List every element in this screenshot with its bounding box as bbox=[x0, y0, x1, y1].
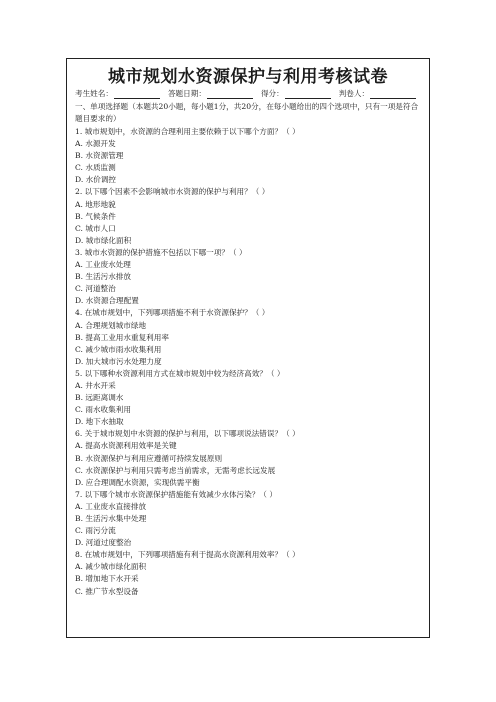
answer-option[interactable]: B. 提高工业用水重复利用率 bbox=[75, 332, 169, 342]
question-stem: 1. 城市规划中，水资源的合理利用主要依赖于以下哪个方面？（ ） bbox=[75, 127, 300, 136]
answer-option[interactable]: D. 地下水抽取 bbox=[75, 417, 124, 427]
question-stem: 3. 城市水资源的保护措施不包括以下哪一项？（ ） bbox=[75, 247, 247, 257]
question-5 bbox=[75, 368, 425, 428]
question-3 bbox=[75, 247, 425, 307]
answer-option[interactable]: B. 生活污水集中处理 bbox=[75, 514, 147, 523]
answer-option[interactable]: B. 增加地下水开采 bbox=[75, 574, 139, 584]
grader-label: 判卷人： bbox=[338, 89, 370, 98]
answer-option[interactable]: C. 推广节水型设备 bbox=[75, 586, 139, 596]
name-field bbox=[75, 88, 160, 99]
answer-option[interactable]: C. 雨污分流 bbox=[75, 526, 116, 536]
answer-option[interactable]: D. 水价调控 bbox=[75, 175, 117, 185]
answer-option[interactable]: C. 雨水收集利用 bbox=[75, 405, 131, 415]
answer-option[interactable]: A. 井水开采 bbox=[75, 380, 116, 390]
answer-option[interactable]: A. 地形地貌 bbox=[75, 199, 116, 209]
question-stem: 5. 以下哪种水资源利用方式在城市规划中较为经济高效？（ ） bbox=[75, 368, 285, 378]
date-blank[interactable] bbox=[207, 90, 253, 99]
answer-option[interactable]: B. 生活污水排放 bbox=[75, 272, 131, 282]
answer-option[interactable]: C. 水资源保护与利用只需考虑当前需求，无需考虑长远发展 bbox=[75, 465, 276, 475]
answer-option[interactable]: A. 提高水资源利用效率是关键 bbox=[75, 441, 177, 451]
answer-option[interactable]: D. 应合理调配水资源，实现供需平衡 bbox=[75, 477, 200, 487]
question-stem: 4. 在城市规划中，下列哪项措施不利于水资源保护？（ ） bbox=[75, 308, 270, 318]
date-field bbox=[168, 88, 253, 99]
answer-option[interactable]: A. 工业废水直接排放 bbox=[75, 501, 147, 511]
grader-blank[interactable] bbox=[370, 90, 416, 99]
question-8 bbox=[75, 549, 425, 597]
grader-field bbox=[339, 88, 416, 99]
question-list bbox=[75, 126, 425, 598]
question-stem: 6. 关于城市规划中水资源的保护与利用，以下哪项说法错误？（ ） bbox=[75, 429, 300, 439]
answer-option[interactable]: B. 远距离调水 bbox=[75, 393, 124, 403]
date-label: 答题日期： bbox=[167, 89, 206, 98]
answer-option[interactable]: A. 减少城市绿化面积 bbox=[75, 562, 147, 572]
answer-option[interactable]: C. 水质监测 bbox=[75, 163, 116, 173]
answer-option[interactable]: D. 水资源合理配置 bbox=[75, 296, 139, 306]
answer-option[interactable]: A. 工业废水处理 bbox=[75, 260, 131, 270]
question-7 bbox=[75, 489, 425, 549]
question-4 bbox=[75, 307, 425, 367]
question-stem: 2. 以下哪个因素不会影响城市水资源的保护与利用？（ ） bbox=[75, 187, 270, 197]
score-label: 得分： bbox=[260, 89, 284, 98]
answer-option[interactable]: D. 城市绿化面积 bbox=[75, 235, 132, 245]
section-heading: 一、单项选择题（本题共20小题，每小题1分，共20分，在每小题给出的四个选项中，只有一项是符合题目要求的） bbox=[75, 102, 419, 123]
answer-option[interactable]: A. 合理规划城市绿地 bbox=[75, 320, 147, 330]
question-stem: 8. 在城市规划中，下列哪项措施有利于提高水资源利用效率？（ ） bbox=[75, 550, 300, 560]
answer-option[interactable]: B. 水资源保护与利用应遵循可持续发展原则 bbox=[75, 453, 223, 463]
answer-option[interactable]: B. 水资源管理 bbox=[75, 151, 124, 161]
answer-option[interactable]: C. 城市人口 bbox=[75, 223, 116, 233]
question-1 bbox=[75, 126, 425, 186]
exam-title: 城市规划水资源保护与利用考核试卷 bbox=[108, 67, 388, 87]
name-blank[interactable] bbox=[114, 90, 160, 99]
question-stem: 7. 以下哪个城市水资源保护措施能有效减少水体污染？（ ） bbox=[75, 489, 277, 499]
candidate-info-row bbox=[75, 88, 427, 99]
answer-option[interactable]: B. 气候条件 bbox=[75, 211, 116, 221]
score-blank[interactable] bbox=[285, 90, 331, 99]
name-label: 考生姓名： bbox=[75, 89, 113, 98]
answer-option[interactable]: C. 河道整治 bbox=[75, 284, 116, 294]
answer-option[interactable]: D. 河道过度整治 bbox=[75, 538, 132, 548]
answer-option[interactable]: A. 水源开发 bbox=[75, 139, 116, 149]
answer-option[interactable]: D. 加大城市污水处理力度 bbox=[75, 356, 162, 366]
question-6 bbox=[75, 428, 425, 488]
answer-option[interactable]: C. 减少城市雨水收集利用 bbox=[75, 344, 162, 354]
question-2 bbox=[75, 186, 425, 246]
score-field bbox=[261, 88, 331, 99]
